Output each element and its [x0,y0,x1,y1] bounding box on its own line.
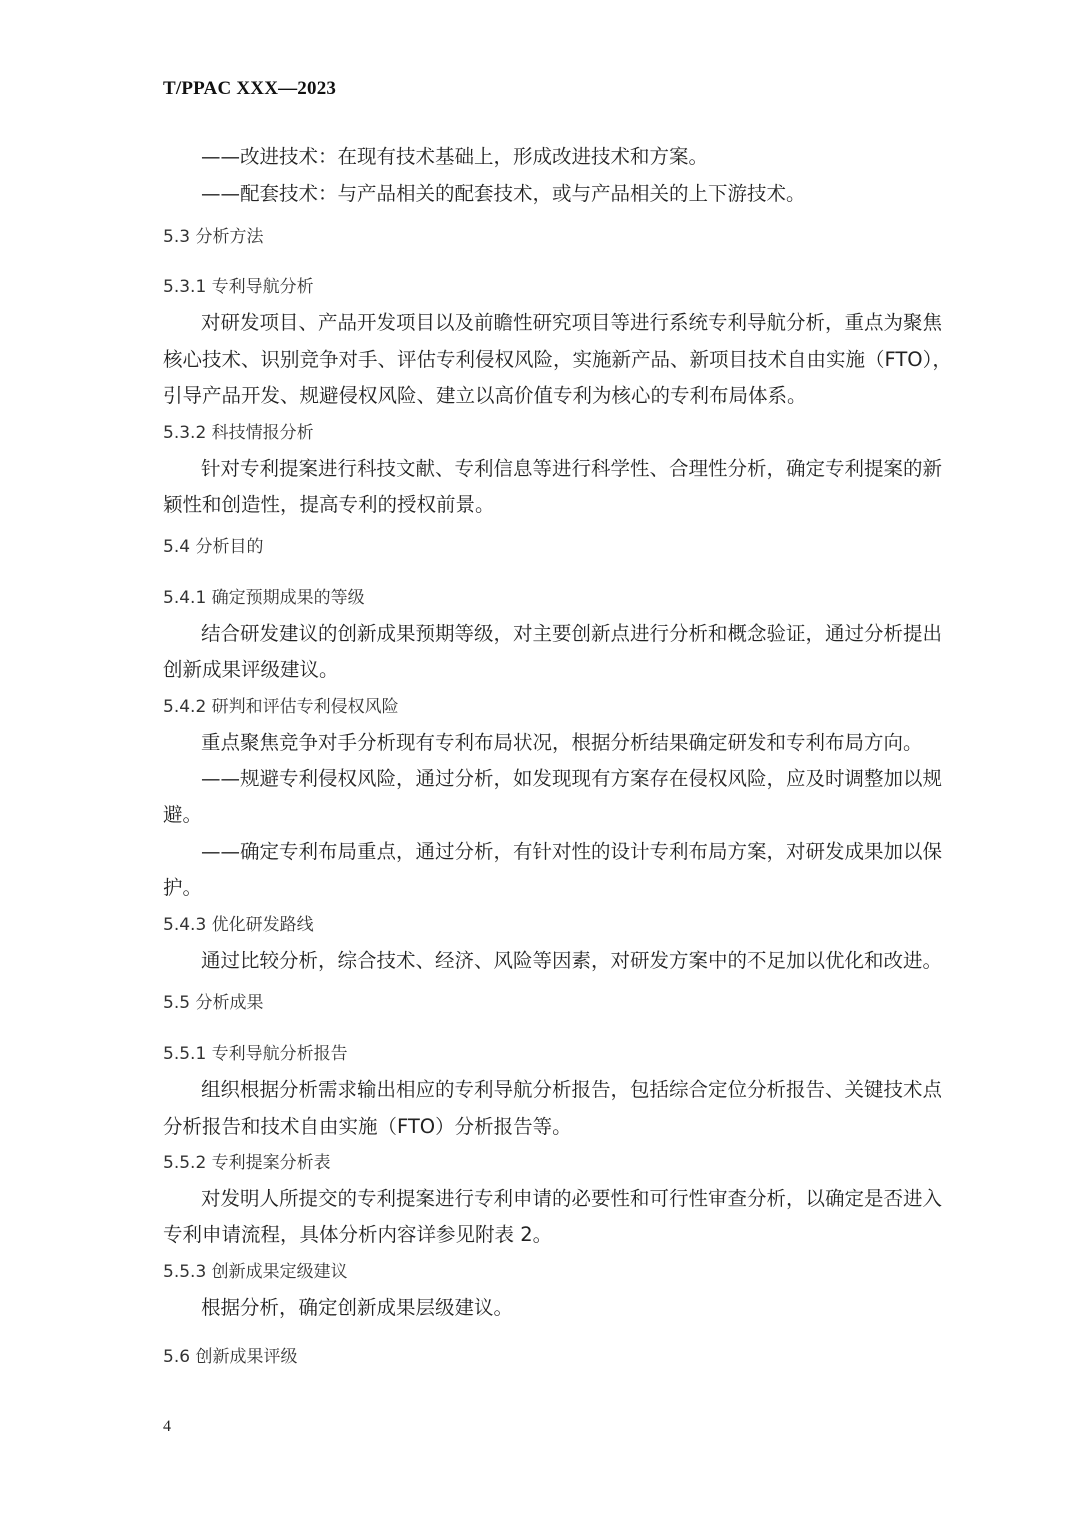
section-heading-5-3-1: 5.3.1 专利导航分析 [163,277,314,297]
section-heading-5-4-1: 5.4.1 确定预期成果的等级 [163,588,365,608]
paragraph-line: ——配套技术：与产品相关的配套技术，或与产品相关的上下游技术。 [201,182,806,205]
paragraph-line: 对研发项目、产品开发项目以及前瞻性研究项目等进行系统专利导航分析，重点为聚焦 [201,311,943,334]
section-heading-5-4: 5.4 分析目的 [163,537,264,557]
paragraph-line: 引导产品开发、规避侵权风险、建立以高价值专利为核心的专利布局体系。 [163,384,807,407]
page-number: 4 [163,1418,171,1435]
paragraph-line: 根据分析，确定创新成果层级建议。 [201,1296,514,1319]
paragraph-line: 通过比较分析，综合技术、经济、风险等因素，对研发方案中的不足加以优化和改进。 [201,949,943,972]
paragraph-line: 分析报告和技术自由实施（FTO）分析报告等。 [163,1115,572,1138]
paragraph-line: 对发明人所提交的专利提案进行专利申请的必要性和可行性审查分析，以确定是否进入 [201,1187,943,1210]
section-heading-5-5: 5.5 分析成果 [163,993,264,1013]
paragraph-line: 重点聚焦竞争对手分析现有专利布局状况，根据分析结果确定研发和专利布局方向。 [201,731,923,754]
section-heading-5-3-2: 5.3.2 科技情报分析 [163,423,314,443]
paragraph-line: ——规避专利侵权风险，通过分析，如发现现有方案存在侵权风险，应及时调整加以规 [201,767,943,790]
paragraph-line: 针对专利提案进行科技文献、专利信息等进行科学性、合理性分析，确定专利提案的新 [201,457,943,480]
section-heading-5-6: 5.6 创新成果评级 [163,1347,298,1367]
paragraph-line: ——确定专利布局重点，通过分析，有针对性的设计专利布局方案，对研发成果加以保 [201,840,943,863]
section-heading-5-5-2: 5.5.2 专利提案分析表 [163,1153,331,1173]
paragraph-line: 结合研发建议的创新成果预期等级，对主要创新点进行分析和概念验证，通过分析提出 [201,622,943,645]
section-heading-5-5-1: 5.5.1 专利导航分析报告 [163,1044,348,1064]
document-header-id: T/PPAC XXX—2023 [163,78,337,99]
paragraph-line: 护。 [163,876,203,899]
paragraph-line: 颖性和创造性，提高专利的授权前景。 [163,493,495,516]
paragraph-line: 专利申请流程，具体分析内容详参见附表 2。 [163,1223,553,1246]
section-heading-5-5-3: 5.5.3 创新成果定级建议 [163,1262,348,1282]
paragraph-line: 避。 [163,803,203,826]
section-heading-5-3: 5.3 分析方法 [163,227,264,247]
paragraph-line: 核心技术、识别竞争对手、评估专利侵权风险，实施新产品、新项目技术自由实施（FTO）， [163,348,952,371]
paragraph-line: 组织根据分析需求输出相应的专利导航分析报告，包括综合定位分析报告、关键技术点 [201,1078,943,1101]
paragraph-line: 创新成果评级建议。 [163,658,339,681]
section-heading-5-4-2: 5.4.2 研判和评估专利侵权风险 [163,697,399,717]
paragraph-line: ——改进技术：在现有技术基础上，形成改进技术和方案。 [201,145,709,168]
section-heading-5-4-3: 5.4.3 优化研发路线 [163,915,314,935]
